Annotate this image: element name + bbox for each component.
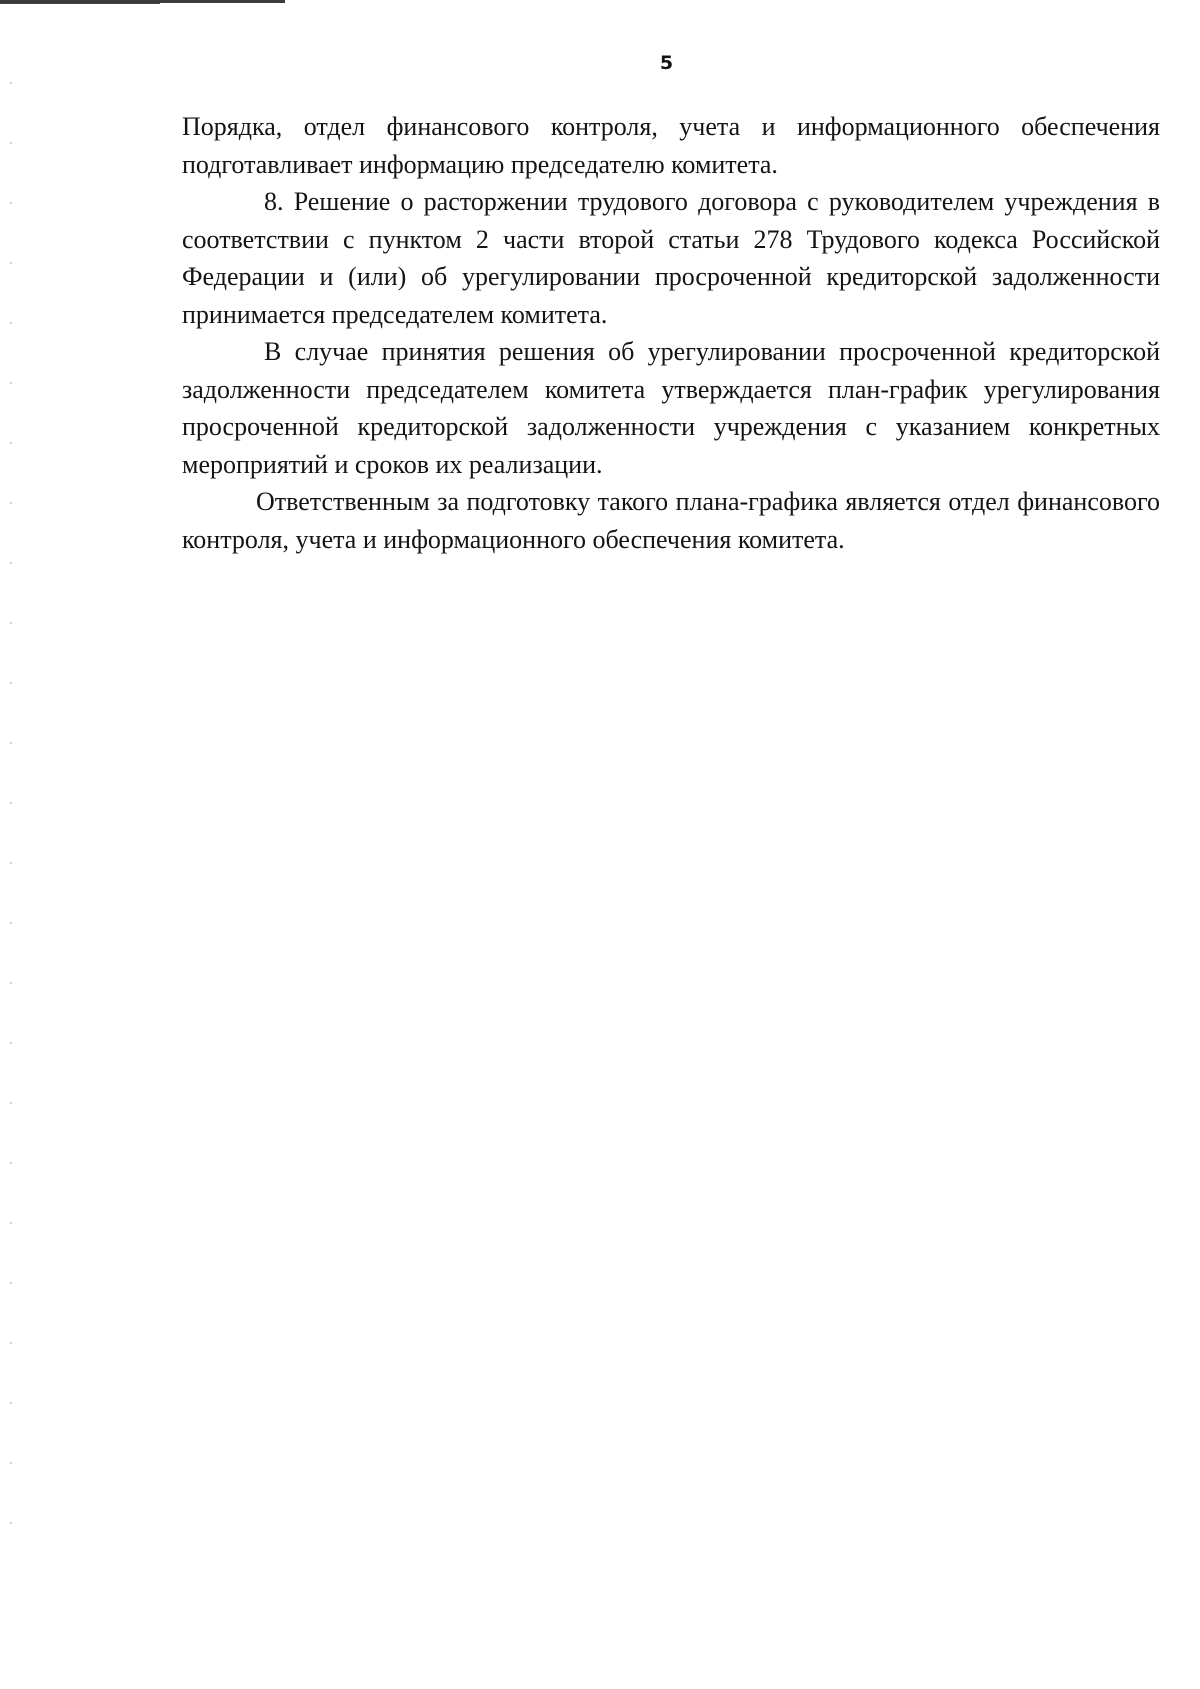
page-number: 5 (659, 52, 674, 74)
scan-artifact-line (0, 3, 160, 4)
paragraph: Ответственным за подготовку такого плана-графика является отдел финансового контроля, учета и информационного обеспечения комитета. (182, 487, 1160, 554)
document-body (182, 108, 1160, 558)
paragraph: 8. Решение о расторжении трудового договора с руководителем учреждения в соответствии с пунктом 2 части второй статьи 278 Трудового кодекса Российской Федерации и (или) об урегулировании просроченной кредиторской задолженности принимается председателем комитета. (182, 187, 1160, 329)
paragraph: В случае принятия решения об урегулировании просроченной кредиторской задолженности председателем комитета утверждается план-график урегулирования просроченной кредиторской задолженности учреждения с указанием конкретных мероприятий и сроков их реализации. (182, 337, 1160, 479)
paragraph: Порядка, отдел финансового контроля, учета и информационного обеспечения подготавливает информацию председателю комитета. (182, 112, 1160, 179)
scan-margin-specks (10, 60, 12, 1560)
